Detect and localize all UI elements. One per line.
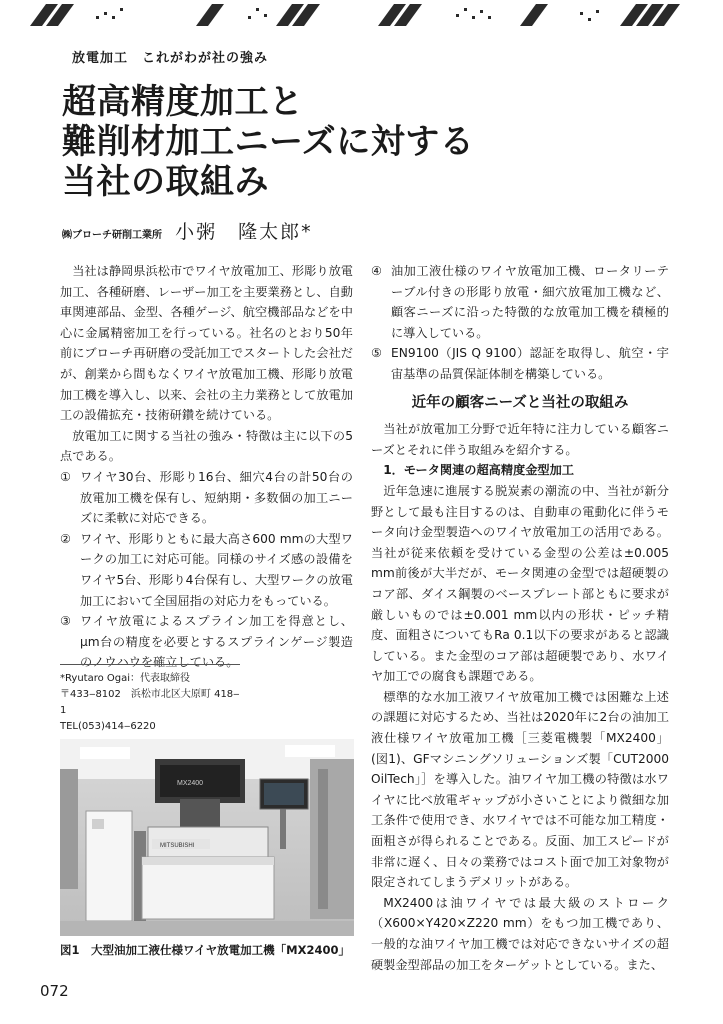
page-number: 072 xyxy=(40,982,69,1000)
byline xyxy=(62,217,313,244)
machine-screen-label: MX2400 xyxy=(177,780,204,787)
header-decoration xyxy=(0,0,723,34)
list-item-text: ワイヤ放電によるスプライン加工を得意とし、μm台の精度を必要とするスプラインゲージ製造のノウハウを確立している。 xyxy=(80,614,353,670)
author-name: 小粥 隆太郎* xyxy=(175,221,313,243)
article-title xyxy=(62,82,474,202)
title-line-1: 超高精度加工と xyxy=(62,82,304,122)
paragraph-strengths: 放電加工に関する当社の強み・特徴は主に以下の5点である。 xyxy=(60,428,353,464)
list-item xyxy=(60,467,353,529)
subsection-heading: 1．モータ関連の超高精度金型加工 xyxy=(383,463,574,478)
right-column xyxy=(371,261,669,975)
paragraph-oil-wire: 標準的な水加工液ワイヤ放電加工機では困難な上述の課題に対応するため、当社は2020年に2台の油加工液仕様ワイヤ放電加工機［三菱電機製「MX2400」(図1)、GFマシニングソリューションズ製「CUT2000 OilTech」］を導入した。油ワイヤ加工機の特徴は水ワイヤに比べ放電ギャップが小さいことにより微細な加工条件で使用でき、水ワイヤでは不可能な加工精度・面粗さが得られることである。反面、加工スピードが非常に遅く、日々の業務ではコスト面で加工対象物が限定されてしまうデメリットがある。 xyxy=(371,689,669,890)
list-item-text: 油加工液仕様のワイヤ放電加工機、ロータリーテーブル付きの形彫り放電・細穴放電加工機など、顧客ニーズに沿った特徴的な放電加工機を積極的に導入している。 xyxy=(391,264,669,340)
list-item-text: EN9100（JIS Q 9100）認証を取得し、航空・宇宙基準の品質保証体制を構築している。 xyxy=(391,346,669,381)
paragraph-needs-intro: 当社が放電加工分野で近年特に注力している顧客ニーズとそれに伴う取組みを紹介する。 xyxy=(371,422,669,457)
paragraph-mx2400: MX2400は油ワイヤでは最大級のストローク（X600×Y420×Z220 mm）をもつ加工機であり、一般的な油ワイヤ加工機では対応できないサイズの超硬製金型部品の加工をターゲットとしている。また、 xyxy=(371,895,669,972)
machine-photo xyxy=(60,739,354,936)
paragraph-intro: 当社は静岡県浜松市でワイヤ放電加工、形彫り放電加工、各種研磨、レーザー加工を主要業務とし、自動車関連部品、金型、各種ゲージ、航空機部品などを中心に金属精密加工を行っている。社名のとおり50年前にブローチ再研磨の受託加工でスタートした会社だが、創業から間もなくワイヤ放電加工機、形彫り放電加工機を導入し、以来、会社の主力業務として放電加工の設備拡充・技術研鑽を続けている。 xyxy=(60,264,353,423)
machine-brand-label: MITSUBISHI xyxy=(160,843,195,849)
left-column xyxy=(60,261,353,673)
paragraph-motor: 近年急速に進展する脱炭素の潮流の中、当社が新分野として最も注目するのは、自動車の電動化に伴うモータ向け金型製造へのワイヤ放電加工の活用である。当社が従来依頼を受けている金型の公差は±0.005 mm前後が大半だが、モータ関連の金型では超硬製のコア部、ダイス鋼製のベースプレート部ともに要求が厳しいものでは±0.001 mm以内の形状・ピッチ精度、面粗さについてもRa 0.1以下の要求があると認識している。また金型のコア部は超硬製であり、水ワイヤ加工での腐食も課題である。 xyxy=(371,483,669,684)
list-item-text: ワイヤ30台、形彫り16台、細穴4台の計50台の放電加工機を保有し、短納期・多数個の加工ニーズに柔軟に対応できる。 xyxy=(80,469,353,526)
machine-illustration xyxy=(60,739,354,936)
author-affiliation: ㈱ブローチ研削工業所 xyxy=(62,230,162,241)
list-number: ② xyxy=(60,531,71,546)
list-number: ① xyxy=(60,469,71,484)
section-heading: 近年の顧客ニーズと当社の取組み xyxy=(411,394,629,411)
list-item xyxy=(371,261,669,343)
figure-caption: 図1 大型油加工液仕様ワイヤ放電加工機「MX2400」 xyxy=(60,943,350,957)
list-number: ④ xyxy=(371,264,382,278)
title-line-2: 難削材加工ニーズに対する xyxy=(62,122,475,162)
footnote-title: *Ryutaro Ogai：代表取締役 xyxy=(60,673,191,684)
footnote-address: 〒433‒8102 浜松市北区大原町 418‒1 xyxy=(60,689,240,716)
list-item-text: ワイヤ、形彫りともに最大高さ600 mmの大型ワークの加工に対応可能。同様のサイズ感の設備をワイヤ5台、形彫り4台保有し、大型ワークの放電加工において全国屈指の対応力をもっている。 xyxy=(80,531,353,608)
list-item xyxy=(60,529,353,611)
list-item xyxy=(371,343,669,384)
section-label: 放電加工 これがわが社の強み xyxy=(72,51,269,66)
author-footnote xyxy=(60,664,240,735)
list-number: ⑤ xyxy=(371,346,382,361)
title-line-3: 当社の取組み xyxy=(62,162,269,202)
list-number: ③ xyxy=(60,614,71,629)
footnote-phone: TEL(053)414‒6220 xyxy=(60,721,156,732)
